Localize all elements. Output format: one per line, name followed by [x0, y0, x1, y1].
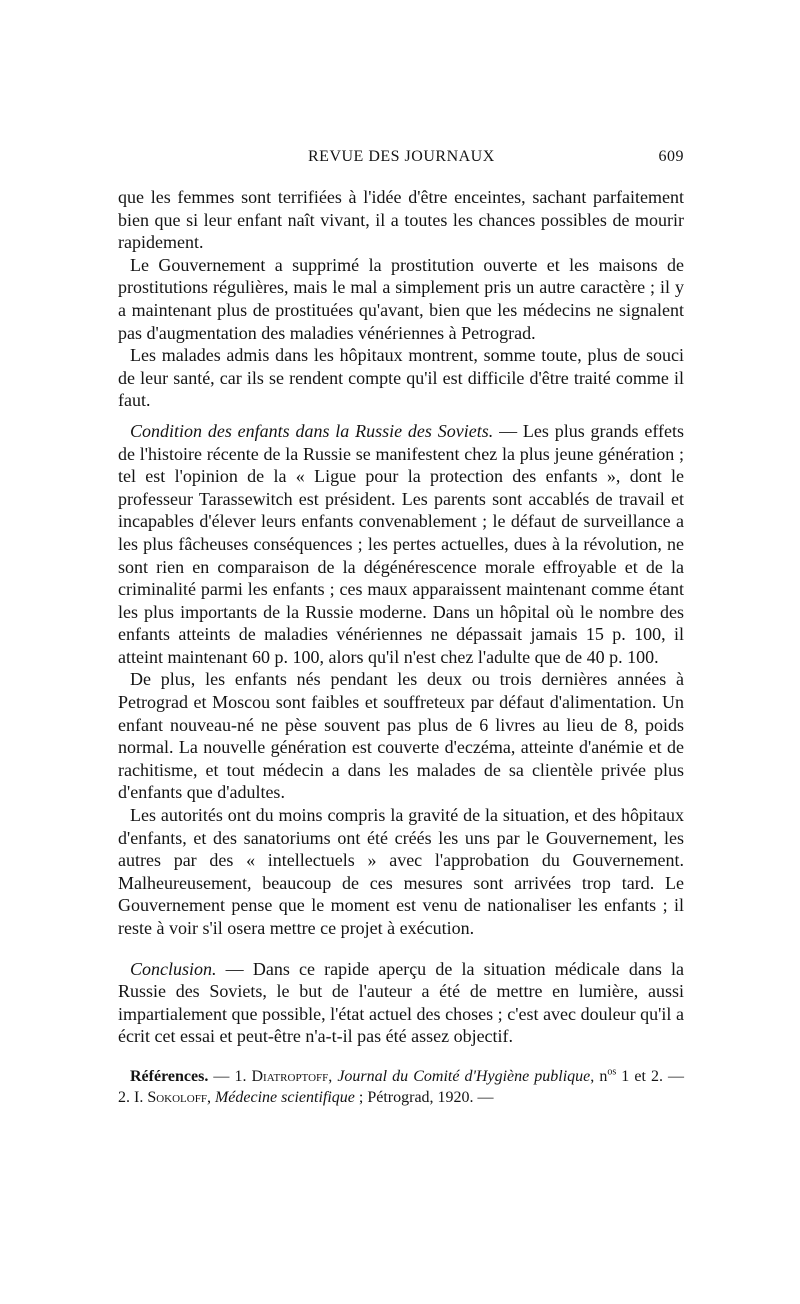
ref-author-2: Sokoloff: [147, 1088, 207, 1106]
ref-dash-1: — 1.: [208, 1067, 252, 1085]
page-number: 609: [658, 148, 684, 165]
conclusion-dash: —: [216, 958, 253, 979]
paragraph-3: Les malades admis dans les hôpitaux montrent, somme toute, plus de souci de leur santé, car ils se rendent compte qu'il est difficile d'être traité comme il faut.: [118, 345, 684, 411]
ref-nos-prefix: , n: [590, 1067, 608, 1085]
paragraph-2: Le Gouvernement a supprimé la prostitution ouverte et les maisons de prostitutions régulières, mais le mal a simplement pris un autre caractère ; il y a maintenant plus de prostituées qu'avant, bien que les médecins ne signalent pas d'augmentation des maladies vénériennes à Petrograd.: [118, 254, 684, 343]
running-title: REVUE DES JOURNAUX: [308, 148, 495, 165]
paragraph-5: De plus, les enfants nés pendant les deux ou trois dernières années à Petrograd et Moscou sont faibles et souffreteux par défaut d'alimentation. Un enfant nouveau-né ne pèse souvent pas plus de 6 livres au lieu de 8, poids normal. La nouvelle génération est couverte d'eczéma, atteinte d'anémie et de rachitisme, et tout médecin a dans les malades de sa clientèle privée plus d'enfants que d'adultes.: [118, 669, 684, 803]
article-body: [118, 186, 684, 1108]
section-title: Condition des enfants dans la Russie des Soviets.: [130, 420, 494, 441]
ref-journal-2: Médecine scientifique: [214, 1088, 355, 1106]
ref-sep-2: ,: [206, 1088, 215, 1106]
paragraph-1: que les femmes sont terrifiées à l'idée d'être enceintes, sachant parfaitement bien que si leur enfant naît vivant, il a toutes les chances possibles de mourir rapidement.: [118, 187, 684, 253]
ref-tail: ; Pétrograd, 1920. —: [354, 1088, 494, 1106]
paragraph-conclusion: [118, 958, 684, 1048]
section-dash: —: [493, 420, 523, 441]
ref-nos-sup: os: [607, 1066, 617, 1078]
ref-journal-1: Journal du Comité d'Hygiène publique: [337, 1067, 591, 1085]
ref-author-1: Diatroptoff: [251, 1067, 329, 1085]
references-label: Références.: [130, 1067, 209, 1085]
conclusion-text: Dans ce rapide aperçu de la situation médicale dans la Russie des Soviets, le but de l'auteur a été de mettre en lumière, aussi impartialement que possible, l'état actuel des choses ; c'est avec douleur qu'il a écrit cet essai et peut-être n'a-t-il pas été assez objectif.: [118, 958, 684, 1047]
ref-sep-1: ,: [328, 1067, 338, 1085]
paragraph-children-section: [118, 420, 684, 669]
paragraph-6: Les autorités ont du moins compris la gravité de la situation, et des hôpitaux d'enfants, et des sanatoriums ont été créés les uns par le Gouvernement, les autres par des « intellectuels » avec l'approbation du Gouvernement. Malheureusement, beaucoup de ces mesures sont arrivées trop tard. Le Gouvernement pense que le moment est venu de nationaliser les enfants ; il reste à voir s'il osera mettre ce projet à exécution.: [118, 805, 684, 938]
conclusion-title: Conclusion.: [130, 958, 217, 979]
section-text: Les plus grands effets de l'histoire récente de la Russie se manifestent chez la plus jeune génération ; tel est l'opinion de la « Ligue pour la protection des enfants », dont le professeur Tarassewitch est président. Les parents sont accablés de travail et incapables d'élever leurs enfants convenablement ; le défaut de surveillance a les plus fâcheuses conséquences ; les pertes actuelles, dues à la révolution, ne sont rien en comparaison de la dégénérescence morale effroyable et de la criminalité parmi les enfants ; ces maux apparaissent maintenant comme étant les plus importants de la Russie moderne. Dans un hôpital où le nombre des enfants atteints de maladies vénériennes ne dépassait jamais 15 p. 100, il atteint maintenant 60 p. 100, alors qu'il n'est chez l'adulte que de 40 p. 100.: [118, 420, 685, 667]
references: [118, 1066, 684, 1108]
ref-nos-text: 1 et 2. — 2. I.: [118, 1067, 685, 1106]
